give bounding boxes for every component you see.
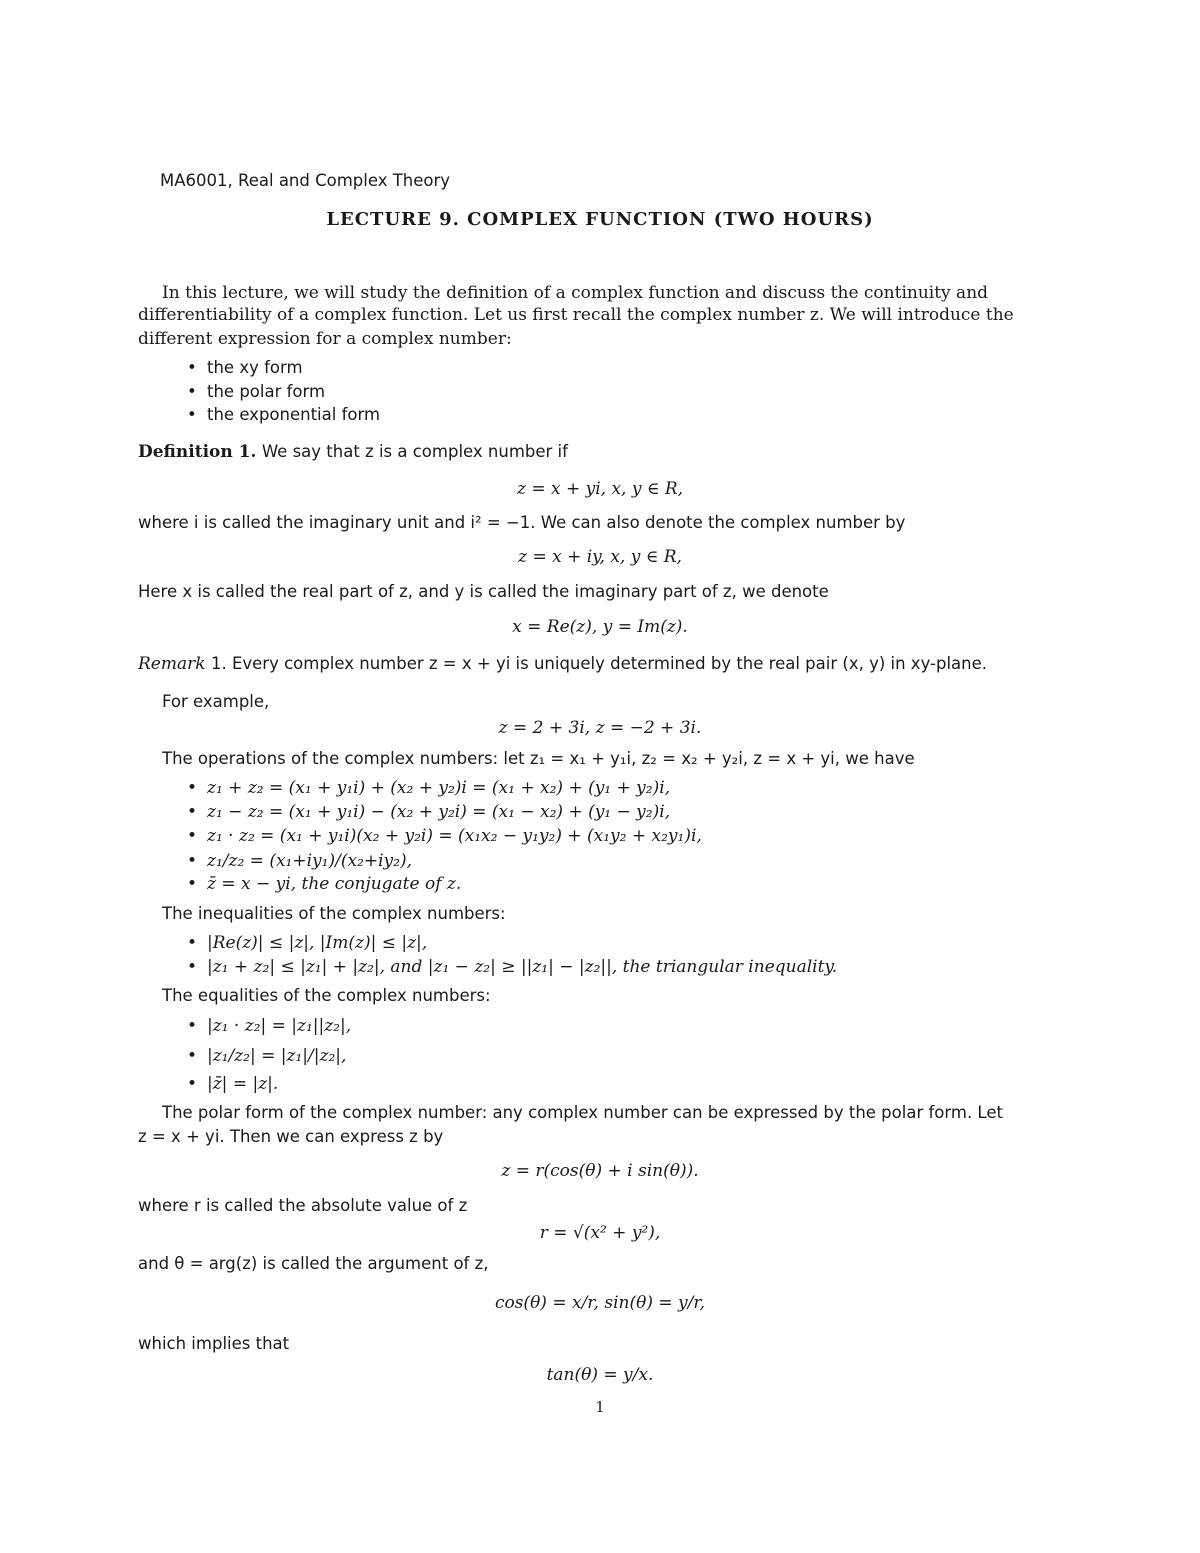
course-header: MA6001, Real and Complex Theory xyxy=(160,171,451,190)
polar-equation: z = r(cos(θ) + i sin(θ)). xyxy=(501,1161,699,1181)
intro-line-3: different expression for a complex number: xyxy=(138,329,512,349)
equation-z-xy: z = x + yi, x, y ∈ R, xyxy=(516,479,684,499)
example-equation: z = 2 + 3i, z = −2 + 3i. xyxy=(498,718,702,738)
form-item: • the xy form xyxy=(207,357,303,379)
page-number: 1 xyxy=(595,1398,605,1416)
definition-text: We say that z is a complex number if xyxy=(261,442,568,461)
inequalities-intro: The inequalities of the complex numbers: xyxy=(162,904,506,923)
remark-heading: Remark xyxy=(138,654,206,674)
argument-definition: and θ = arg(z) is called the argument of z, xyxy=(138,1254,489,1273)
equation-re-im: x = Re(z), y = Im(z). xyxy=(512,617,688,637)
polar-where: where r is called the absolute value of z xyxy=(138,1196,468,1215)
operation-item: • z₁/z₂ = (x₁+iy₁)/(x₂+iy₂), xyxy=(207,850,412,872)
equality-item: • |z₁ · z₂| = |z₁||z₂|, xyxy=(207,1015,351,1037)
equality-item: • |z̄| = |z|. xyxy=(207,1073,278,1095)
equality-item: • |z₁/z₂| = |z₁|/|z₂|, xyxy=(207,1045,346,1067)
remark-text: 1. Every complex number z = x + yi is uniquely determined by the real pair (x, y) in xy-plane. xyxy=(210,654,988,673)
intro-line-1: In this lecture, we will study the definition of a complex function and discuss the continuity and xyxy=(162,283,989,303)
polar-line-1: The polar form of the complex number: any complex number can be expressed by the polar form. Let xyxy=(162,1103,1003,1122)
remark-line xyxy=(138,653,987,675)
equalities-intro: The equalities of the complex numbers: xyxy=(162,986,491,1005)
polar-line-2: z = x + yi. Then we can express z by xyxy=(138,1127,444,1146)
operation-item: • z₁ − z₂ = (x₁ + y₁i) − (x₂ + y₂i) = (x₁ − x₂) + (y₁ − y₂)i, xyxy=(207,801,670,823)
intro-line-2: differentiability of a complex function. Let us first recall the complex number z. We will introduce the xyxy=(138,305,1014,325)
operation-item: • z̄ = x − yi, the conjugate of z. xyxy=(207,873,461,895)
implies-text: which implies that xyxy=(138,1334,290,1353)
inequality-item: • |Re(z)| ≤ |z|, |Im(z)| ≤ |z|, xyxy=(207,932,427,954)
operation-item: • z₁ + z₂ = (x₁ + y₁i) + (x₂ + y₂)i = (x₁ + x₂) + (y₁ + y₂)i, xyxy=(207,777,670,799)
form-item: • the exponential form xyxy=(207,404,380,426)
inequality-item: • |z₁ + z₂| ≤ |z₁| + |z₂|, and |z₁ − z₂| ≥ ||z₁| − |z₂||, the triangular inequality. xyxy=(207,956,837,978)
operations-intro: The operations of the complex numbers: let z₁ = x₁ + y₁i, z₂ = x₂ + y₂i, z = x + yi, we have xyxy=(162,749,915,768)
operation-item: • z₁ · z₂ = (x₁ + y₁i)(x₂ + y₂i) = (x₁x₂ − y₁y₂) + (x₁y₂ + x₂y₁)i, xyxy=(207,825,702,847)
absolute-value-equation: r = √(x² + y²), xyxy=(539,1223,661,1243)
form-item: • the polar form xyxy=(207,381,325,403)
definition-heading: Definition 1. xyxy=(138,442,257,462)
definition-here: Here x is called the real part of z, and y is called the imaginary part of z, we denote xyxy=(138,582,829,601)
tan-equation: tan(θ) = y/x. xyxy=(546,1365,654,1385)
equation-z-iy: z = x + iy, x, y ∈ R, xyxy=(518,547,682,567)
cos-sin-equation: cos(θ) = x/r, sin(θ) = y/r, xyxy=(494,1293,706,1313)
lecture-title: LECTURE 9. COMPLEX FUNCTION (TWO HOURS) xyxy=(326,209,874,230)
definition-where: where i is called the imaginary unit and i² = −1. We can also denote the complex number by xyxy=(138,513,906,532)
definition-line xyxy=(138,441,568,463)
example-label: For example, xyxy=(162,692,270,711)
